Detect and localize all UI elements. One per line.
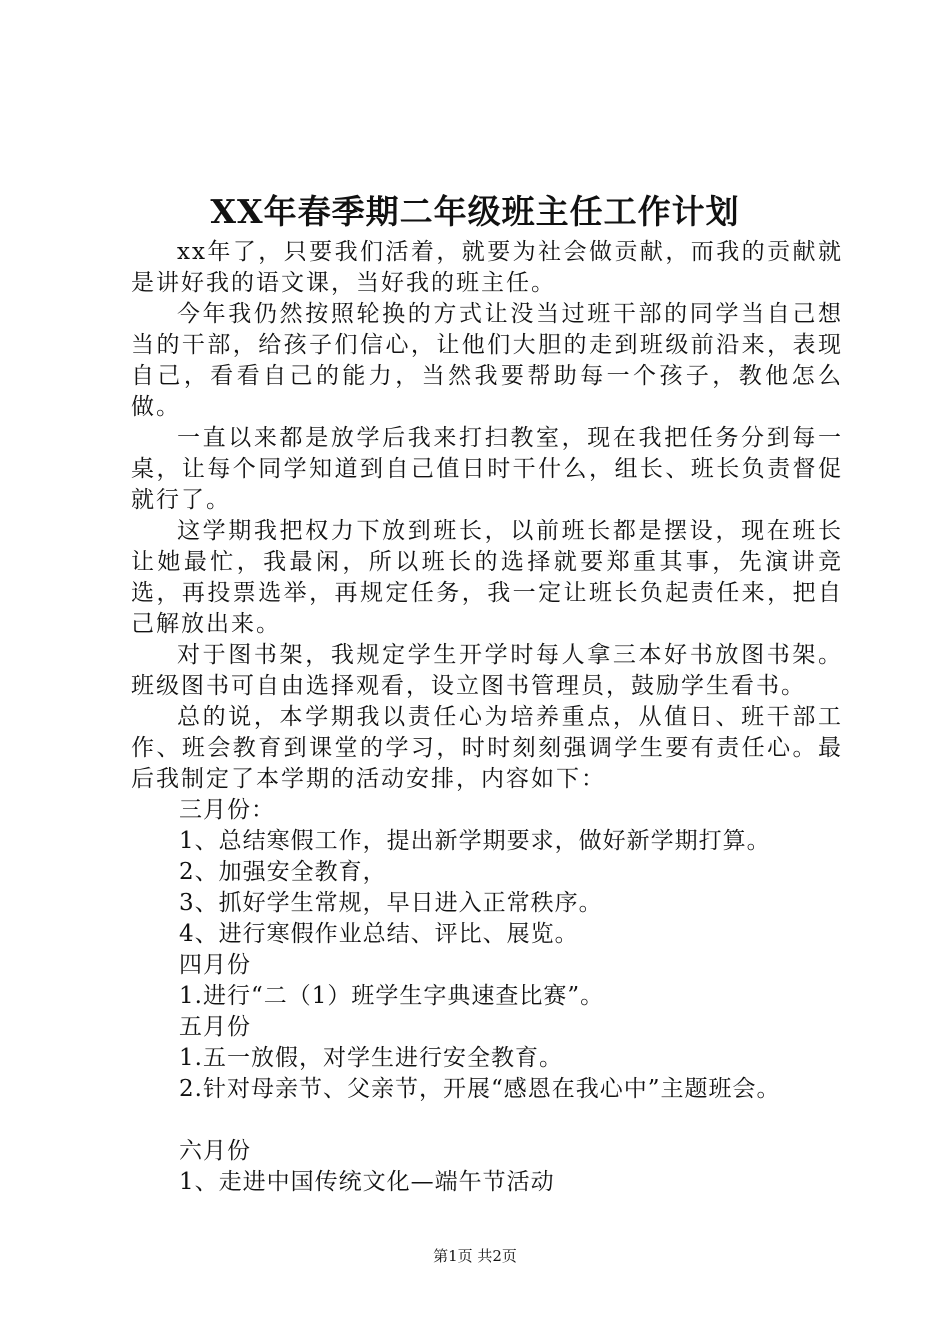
schedule-item: 2.针对母亲节、父亲节，开展“感恩在我心中”主题班会。 (179, 1076, 781, 1102)
document-body (131, 237, 843, 1198)
schedule-item: 1.五一放假，对学生进行安全教育。 (179, 1045, 563, 1071)
paragraph: 今年我仍然按照轮换的方式让没当过班干部的同学当自己想当的干部，给孩子们信心，让他们大胆的走到班级前沿来，表现自己，看看自己的能力，当然我要帮助每一个孩子，教他怎么做。 (131, 301, 843, 420)
schedule-month-heading: 五月份 (179, 1014, 251, 1040)
paragraph: 这学期我把权力下放到班长，以前班长都是摆设，现在班长让她最忙，我最闲，所以班长的选择就要郑重其事，先演讲竞选，再投票选举，再规定任务，我一定让班长负起责任来，把自己解放出来。 (131, 518, 843, 637)
blank-line (131, 1105, 843, 1136)
paragraph: xx年了，只要我们活着，就要为社会做贡献，而我的贡献就是讲好我的语文课，当好我的班主任。 (131, 239, 843, 296)
document-title: XX年春季期二年级班主任工作计划 (210, 192, 740, 231)
schedule-item: 1.进行“二（1）班学生字典速查比赛”。 (179, 983, 605, 1009)
paragraph: 一直以来都是放学后我来打扫教室，现在我把任务分到每一桌，让每个同学知道到自己值日时干什么，组长、班长负责督促就行了。 (131, 425, 843, 513)
schedule-month-heading: 六月份 (179, 1138, 251, 1164)
paragraph: 总的说，本学期我以责任心为培养重点，从值日、班干部工作、班会教育到课堂的学习，时时刻刻强调学生要有责任心。最后我制定了本学期的活动安排，内容如下： (131, 704, 843, 792)
schedule-item: 1、走进中国传统文化—端午节活动 (179, 1169, 555, 1195)
schedule-item: 2、加强安全教育， (179, 859, 387, 885)
page-footer: 第1页 共2页 (433, 1247, 517, 1265)
schedule-month-heading: 三月份： (179, 797, 275, 823)
schedule-item: 3、抓好学生常规，早日进入正常秩序。 (179, 890, 603, 916)
schedule-item: 1、总结寒假工作，提出新学期要求，做好新学期打算。 (179, 828, 771, 854)
schedule-item: 4、进行寒假作业总结、评比、展览。 (179, 921, 579, 947)
paragraph: 对于图书架，我规定学生开学时每人拿三本好书放图书架。班级图书可自由选择观看，设立图书管理员，鼓励学生看书。 (131, 642, 843, 699)
schedule-month-heading: 四月份 (179, 952, 251, 978)
